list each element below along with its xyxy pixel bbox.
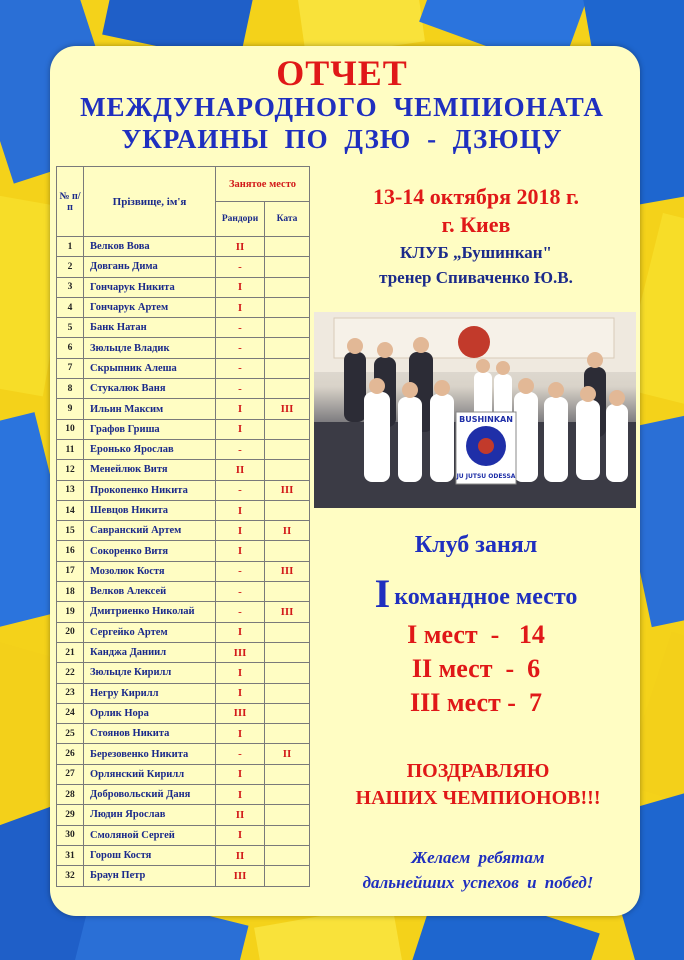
- athlete-name: Графов Гриша: [84, 419, 216, 439]
- randori-place: -: [216, 379, 265, 399]
- athlete-name: Людин Ярослав: [84, 805, 216, 825]
- randori-place: -: [216, 358, 265, 378]
- kata-place: II: [265, 521, 310, 541]
- kata-place: [265, 500, 310, 520]
- row-number: 26: [57, 744, 84, 764]
- athlete-name: Стоянов Никита: [84, 724, 216, 744]
- report-subtitle-line2: УКРАИНЫ ПО ДЗЮ - ДЗЮЦУ: [121, 124, 563, 154]
- row-number: 7: [57, 358, 84, 378]
- athlete-name: Мозолюк Костя: [84, 561, 216, 581]
- table-row: [57, 297, 310, 317]
- kata-place: [265, 703, 310, 723]
- randori-place: I: [216, 297, 265, 317]
- randori-place: I: [216, 785, 265, 805]
- congrats-line1: ПОЗДРАВЛЯЮ: [406, 760, 550, 782]
- row-number: 12: [57, 460, 84, 480]
- table-row: [57, 480, 310, 500]
- kata-place: [265, 460, 310, 480]
- table-row: [57, 561, 310, 581]
- team-photo: [314, 312, 636, 508]
- row-number: 23: [57, 683, 84, 703]
- randori-place: III: [216, 642, 265, 662]
- team-place-text: командное место: [394, 584, 578, 610]
- row-number: 17: [57, 561, 84, 581]
- table-row: [57, 500, 310, 520]
- randori-place: I: [216, 724, 265, 744]
- kata-place: [265, 439, 310, 459]
- athlete-name: Довгань Дима: [84, 257, 216, 277]
- athlete-name: Орлянский Кирилл: [84, 764, 216, 784]
- table-row: [57, 379, 310, 399]
- kata-place: III: [265, 561, 310, 581]
- col-name-header: Прізвище, ім'я: [84, 167, 216, 237]
- kata-place: [265, 866, 310, 886]
- row-number: 14: [57, 500, 84, 520]
- row-number: 29: [57, 805, 84, 825]
- table-row: [57, 825, 310, 845]
- athlete-name: Браун Петр: [84, 866, 216, 886]
- randori-place: II: [216, 845, 265, 865]
- row-number: 11: [57, 439, 84, 459]
- athlete-name: Горош Костя: [84, 845, 216, 865]
- second-places-count: II мест - 6: [411, 654, 541, 683]
- team-photo-illustration: [314, 312, 636, 508]
- results-table-body: [57, 237, 310, 887]
- table-row: [57, 358, 310, 378]
- kata-place: [265, 825, 310, 845]
- row-number: 20: [57, 622, 84, 642]
- row-number: 25: [57, 724, 84, 744]
- wish-line2: дальнейших успехов и побед!: [362, 873, 594, 892]
- athlete-name: Сергейко Артем: [84, 622, 216, 642]
- athlete-name: Савранский Артем: [84, 521, 216, 541]
- event-city: г. Киев: [441, 212, 511, 237]
- row-number: 18: [57, 582, 84, 602]
- athlete-name: Березовенко Никита: [84, 744, 216, 764]
- kata-place: [265, 582, 310, 602]
- table-row: [57, 460, 310, 480]
- row-number: 5: [57, 318, 84, 338]
- randori-place: -: [216, 602, 265, 622]
- randori-place: -: [216, 338, 265, 358]
- kata-place: [265, 277, 310, 297]
- row-number: 1: [57, 237, 84, 257]
- table-row: [57, 724, 310, 744]
- randori-place: -: [216, 480, 265, 500]
- randori-place: I: [216, 399, 265, 419]
- report-title: ОТЧЕТ: [276, 53, 408, 93]
- row-number: 27: [57, 764, 84, 784]
- kata-place: [265, 724, 310, 744]
- coach-name: тренер Спиваченко Ю.В.: [379, 268, 573, 287]
- wish-line1: Желаем ребятам: [411, 848, 545, 867]
- third-places-count: III мест - 7: [410, 688, 542, 717]
- randori-place: I: [216, 663, 265, 683]
- table-row: [57, 439, 310, 459]
- table-row: [57, 703, 310, 723]
- athlete-name: Канджа Даниил: [84, 642, 216, 662]
- table-row: [57, 744, 310, 764]
- athlete-name: Банк Натан: [84, 318, 216, 338]
- athlete-name: Скрыпник Алеша: [84, 358, 216, 378]
- randori-place: -: [216, 257, 265, 277]
- table-row: [57, 318, 310, 338]
- athlete-name: Негру Кирилл: [84, 683, 216, 703]
- kata-place: [265, 845, 310, 865]
- row-number: 32: [57, 866, 84, 886]
- col-randori-header: Рандори: [216, 202, 265, 237]
- banner-text-top: BUSHINKAN: [459, 415, 513, 424]
- row-number: 30: [57, 825, 84, 845]
- row-number: 2: [57, 257, 84, 277]
- row-number: 10: [57, 419, 84, 439]
- row-number: 6: [57, 338, 84, 358]
- table-row: [57, 521, 310, 541]
- kata-place: [265, 541, 310, 561]
- congrats-line2: НАШИХ ЧЕМПИОНОВ!!!: [355, 787, 601, 809]
- randori-place: -: [216, 561, 265, 581]
- randori-place: I: [216, 541, 265, 561]
- col-kata-header: Ката: [265, 202, 310, 237]
- kata-place: [265, 237, 310, 257]
- table-row: [57, 419, 310, 439]
- row-number: 8: [57, 379, 84, 399]
- kata-place: [265, 257, 310, 277]
- randori-place: I: [216, 521, 265, 541]
- randori-place: I: [216, 764, 265, 784]
- athlete-name: Велков Алексей: [84, 582, 216, 602]
- randori-place: II: [216, 805, 265, 825]
- row-number: 16: [57, 541, 84, 561]
- randori-place: III: [216, 703, 265, 723]
- athlete-name: Менейлюк Витя: [84, 460, 216, 480]
- athlete-name: Шевцов Никита: [84, 500, 216, 520]
- randori-place: I: [216, 683, 265, 703]
- table-row: [57, 663, 310, 683]
- col-place-header: Занятое место: [216, 167, 310, 202]
- table-row: [57, 785, 310, 805]
- kata-place: III: [265, 399, 310, 419]
- table-row: [57, 642, 310, 662]
- athlete-name: Гончарук Артем: [84, 297, 216, 317]
- athlete-name: Стукалюк Ваня: [84, 379, 216, 399]
- table-row: [57, 622, 310, 642]
- randori-place: I: [216, 419, 265, 439]
- kata-place: [265, 642, 310, 662]
- table-row: [57, 866, 310, 886]
- athlete-name: Ильин Максим: [84, 399, 216, 419]
- table-row: [57, 764, 310, 784]
- first-places-count: I мест - 14: [407, 620, 545, 649]
- kata-place: [265, 805, 310, 825]
- table-row: [57, 277, 310, 297]
- randori-place: I: [216, 825, 265, 845]
- row-number: 22: [57, 663, 84, 683]
- results-table: [56, 166, 310, 887]
- banner-text-bottom: JU JUTSU ODESSA: [456, 473, 516, 480]
- randori-place: I: [216, 622, 265, 642]
- kata-place: [265, 419, 310, 439]
- report-subtitle-line1: МЕЖДУНАРОДНОГО ЧЕМПИОНАТА: [80, 92, 604, 122]
- randori-place: II: [216, 237, 265, 257]
- athlete-name: Смоляной Сергей: [84, 825, 216, 845]
- row-number: 19: [57, 602, 84, 622]
- kata-place: [265, 764, 310, 784]
- table-row: [57, 338, 310, 358]
- row-number: 24: [57, 703, 84, 723]
- athlete-name: Прокопенко Никита: [84, 480, 216, 500]
- col-num-header: № п/п: [57, 167, 84, 237]
- athlete-name: Добровольский Даня: [84, 785, 216, 805]
- club-result-label: Клуб занял: [414, 532, 538, 558]
- athlete-name: Орлик Нора: [84, 703, 216, 723]
- athlete-name: Зюльцле Кирилл: [84, 663, 216, 683]
- athlete-name: Еронько Ярослав: [84, 439, 216, 459]
- kata-place: [265, 358, 310, 378]
- team-place-number: I: [374, 571, 391, 616]
- randori-place: -: [216, 439, 265, 459]
- athlete-name: Зюльцле Владик: [84, 338, 216, 358]
- club-name: КЛУБ „Бушинкан": [400, 243, 552, 262]
- row-number: 3: [57, 277, 84, 297]
- row-number: 31: [57, 845, 84, 865]
- randori-place: I: [216, 277, 265, 297]
- table-row: [57, 602, 310, 622]
- athlete-name: Сокоренко Витя: [84, 541, 216, 561]
- randori-place: -: [216, 582, 265, 602]
- kata-place: [265, 683, 310, 703]
- kata-place: [265, 297, 310, 317]
- randori-place: -: [216, 744, 265, 764]
- table-row: [57, 237, 310, 257]
- randori-place: III: [216, 866, 265, 886]
- athlete-name: Гончарук Никита: [84, 277, 216, 297]
- kata-place: III: [265, 602, 310, 622]
- table-row: [57, 582, 310, 602]
- row-number: 4: [57, 297, 84, 317]
- kata-place: [265, 622, 310, 642]
- kata-place: II: [265, 744, 310, 764]
- team-place: [312, 570, 640, 617]
- row-number: 15: [57, 521, 84, 541]
- table-row: [57, 541, 310, 561]
- randori-place: II: [216, 460, 265, 480]
- table-row: [57, 845, 310, 865]
- randori-place: -: [216, 318, 265, 338]
- table-row: [57, 683, 310, 703]
- row-number: 28: [57, 785, 84, 805]
- event-date: 13-14 октября 2018 г.: [372, 184, 580, 209]
- athlete-name: Дмитриенко Николай: [84, 602, 216, 622]
- kata-place: [265, 785, 310, 805]
- kata-place: [265, 318, 310, 338]
- athlete-name: Велков Вова: [84, 237, 216, 257]
- kata-place: [265, 663, 310, 683]
- row-number: 21: [57, 642, 84, 662]
- kata-place: [265, 338, 310, 358]
- randori-place: I: [216, 500, 265, 520]
- table-row: [57, 805, 310, 825]
- table-row: [57, 399, 310, 419]
- kata-place: [265, 379, 310, 399]
- row-number: 13: [57, 480, 84, 500]
- row-number: 9: [57, 399, 84, 419]
- kata-place: III: [265, 480, 310, 500]
- table-row: [57, 257, 310, 277]
